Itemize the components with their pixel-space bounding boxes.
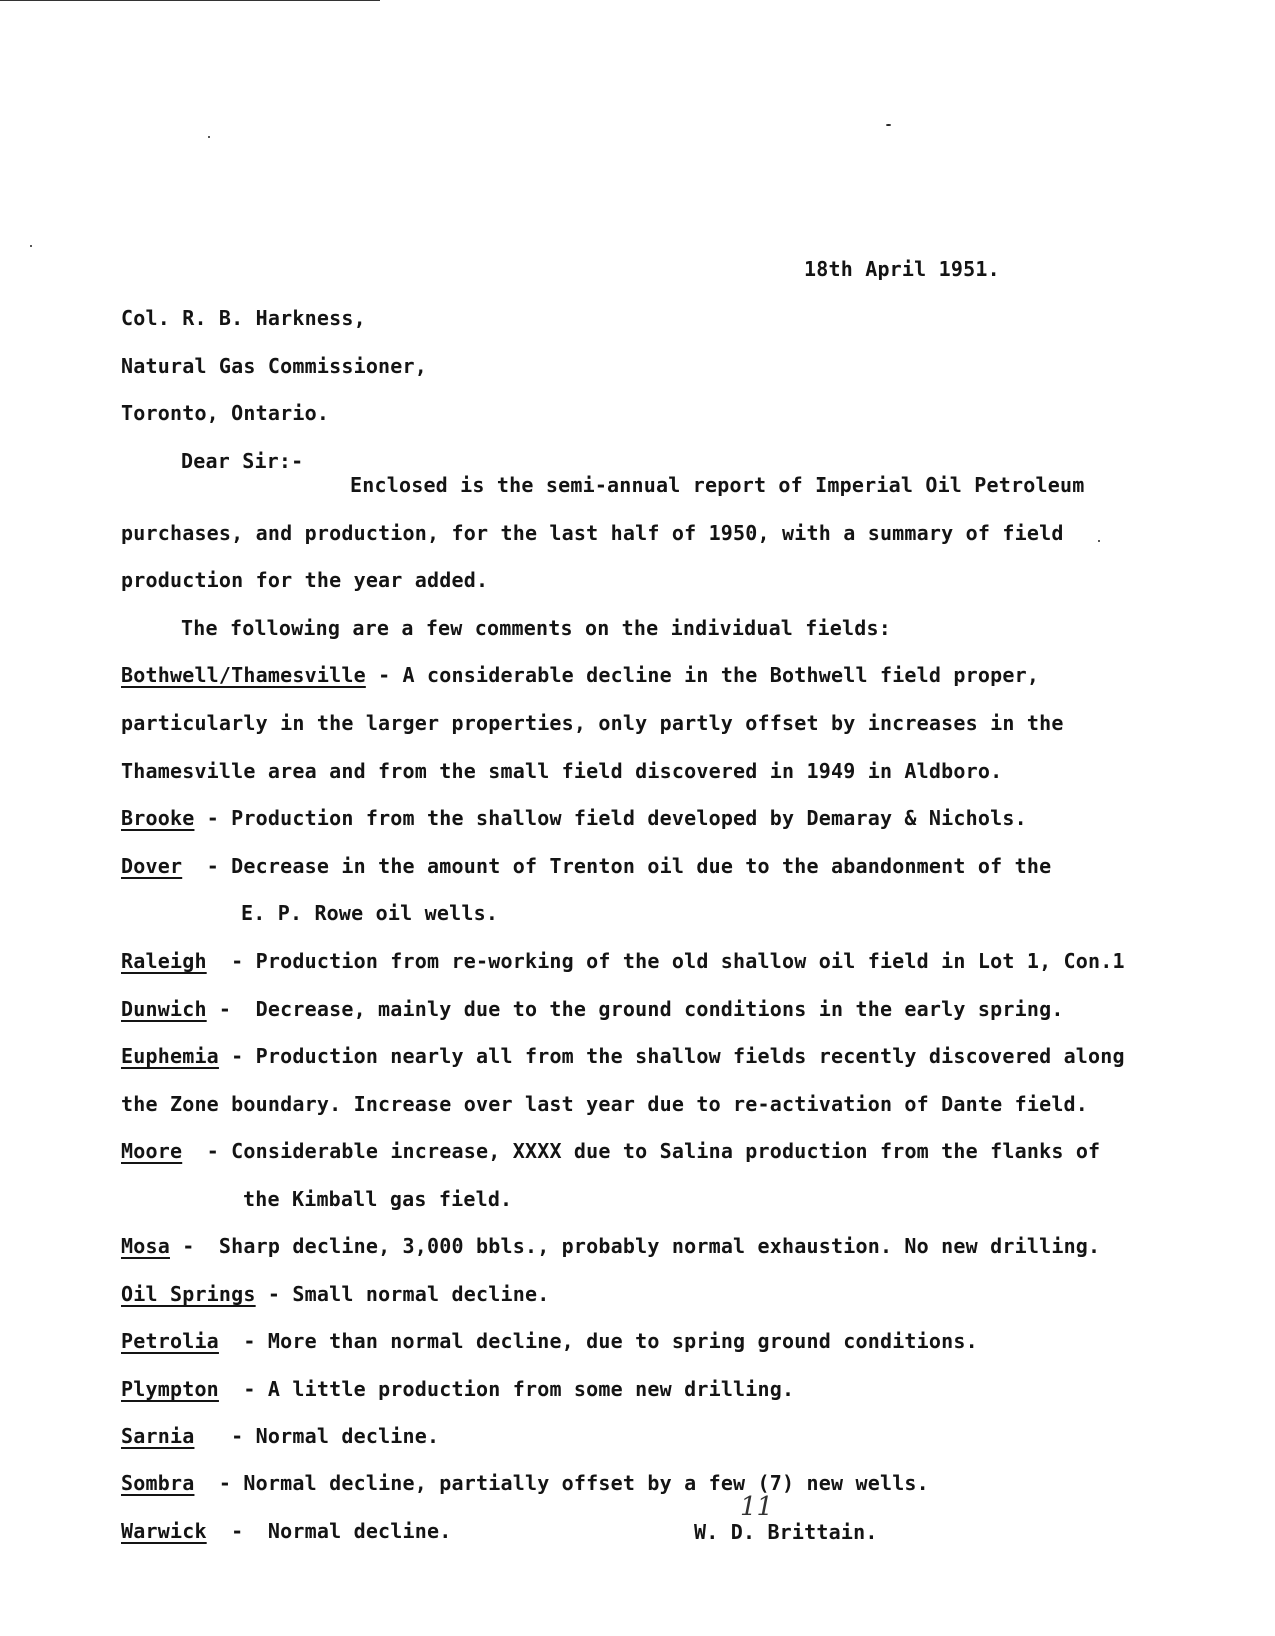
field-comment-continued: Thamesville area and from the small field discovered in 1949 in Aldboro. xyxy=(121,759,1003,783)
field-name: Brooke xyxy=(121,806,195,830)
field-entry xyxy=(121,996,1064,1022)
intro-line-1: Enclosed is the semi-annual report of Imperial Oil Petroleum xyxy=(350,473,1085,497)
field-comment: - Production nearly all from the shallow fields recently discovered along xyxy=(218,1044,1125,1068)
field-entry xyxy=(121,1518,452,1544)
field-name: Petrolia xyxy=(121,1329,219,1353)
field-comment: - Small normal decline. xyxy=(255,1282,550,1306)
field-name: Dunwich xyxy=(121,997,207,1021)
intro-line-2: purchases, and production, for the last half of 1950, with a summary of field xyxy=(121,521,1064,545)
field-comment: - Considerable increase, XXXX due to Salina production from the flanks of xyxy=(182,1139,1101,1163)
field-name: Raleigh xyxy=(121,949,207,973)
recipient-title: Natural Gas Commissioner, xyxy=(121,354,428,378)
field-name: Dover xyxy=(121,854,183,878)
field-entry xyxy=(121,1376,794,1402)
field-name: Warwick xyxy=(121,1519,207,1543)
letter-date: 18th April 1951. xyxy=(804,257,1000,281)
field-comment: - Normal decline. xyxy=(194,1424,440,1448)
field-comment: - Decrease in the amount of Trenton oil due to the abandonment of the xyxy=(182,854,1052,878)
field-comment: - A little production from some new drilling. xyxy=(218,1377,795,1401)
field-comment: - Sharp decline, 3,000 bbls., probably normal exhaustion. No new drilling. xyxy=(169,1234,1101,1258)
field-name: Moore xyxy=(121,1139,183,1163)
field-comment: - Normal decline, partially offset by a few (7) new wells. xyxy=(194,1471,929,1495)
field-comment-continued: particularly in the larger properties, only partly offset by increases in the xyxy=(121,711,1064,735)
field-entry xyxy=(121,662,1039,688)
field-comment: - A considerable decline in the Bothwell field proper, xyxy=(365,663,1040,687)
field-entry xyxy=(121,853,1051,879)
field-comment-continued: the Zone boundary. Increase over last year due to re-activation of Dante field. xyxy=(121,1092,1089,1116)
paper-speck xyxy=(886,124,891,126)
field-comment-continued: the Kimball gas field. xyxy=(243,1187,513,1211)
field-entry xyxy=(121,1470,929,1496)
field-comment: - Production from re-working of the old shallow oil field in Lot 1, Con.1 xyxy=(206,949,1125,973)
field-name: Mosa xyxy=(121,1234,170,1258)
comments-intro: The following are a few comments on the individual fields: xyxy=(181,616,891,640)
top-edge-line xyxy=(0,0,380,1)
handwritten-mark: 11 xyxy=(740,1492,774,1522)
field-name: Plympton xyxy=(121,1377,219,1401)
field-entry xyxy=(121,1328,978,1354)
recipient-location: Toronto, Ontario. xyxy=(121,401,330,425)
field-entry xyxy=(121,1043,1125,1069)
signature: W. D. Brittain. xyxy=(694,1520,878,1544)
intro-line-3: production for the year added. xyxy=(121,568,489,592)
field-entry xyxy=(121,1138,1100,1164)
field-comment: - Decrease, mainly due to the ground conditions in the early spring. xyxy=(206,997,1064,1021)
field-comment: - Normal decline. xyxy=(206,1519,452,1543)
paper-speck xyxy=(1098,540,1100,542)
field-name: Sarnia xyxy=(121,1424,195,1448)
recipient-name: Col. R. B. Harkness, xyxy=(121,306,366,330)
field-name: Oil Springs xyxy=(121,1282,256,1306)
field-entry xyxy=(121,1281,549,1307)
field-entry xyxy=(121,805,1027,831)
salutation: Dear Sir:- xyxy=(181,449,304,473)
paper-speck xyxy=(208,136,210,138)
field-entry xyxy=(121,1423,439,1449)
field-name: Euphemia xyxy=(121,1044,219,1068)
field-comment: - More than normal decline, due to spring ground conditions. xyxy=(218,1329,978,1353)
paper-speck xyxy=(30,245,32,247)
field-entry xyxy=(121,1233,1100,1259)
field-comment: - Production from the shallow field developed by Demaray & Nichols. xyxy=(194,806,1027,830)
field-name: Sombra xyxy=(121,1471,195,1495)
field-comment-continued: E. P. Rowe oil wells. xyxy=(241,901,499,925)
field-entry xyxy=(121,948,1125,974)
field-name: Bothwell/Thamesville xyxy=(121,663,366,687)
